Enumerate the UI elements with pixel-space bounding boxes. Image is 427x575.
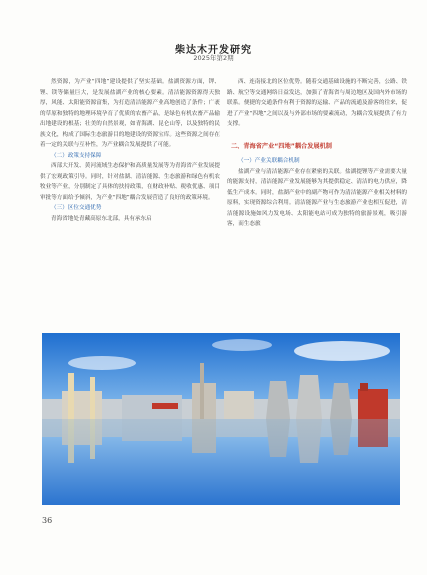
page-number: 36 (42, 516, 53, 525)
paragraph: 西部大开发、黄河流域生态保护和高质量发展等为青海省产业发展提供了宏观政策引导。同时，针对盐湖、清洁能源、生态旅游和绿色有机农牧业等产业，分别制定了具体的扶持政策，在财政补贴、税收优惠、项目审批等方面给予倾斜，为产业“四地”耦合发展营造了良好的政策环境。 (40, 163, 220, 201)
industrial-lake-photo (42, 333, 400, 505)
paragraph: 盐湖产业与清洁能源产业存在紧密的关联。盐湖提锂等产业需要大量的能源支持，清洁能源产业发展能够为其提供稳定、清洁的电力供应，降低生产成本。同时，盐湖产业中的副产物可作为清洁能源产业相关材料的原料，实现资源综合利用。清洁能源产业与生态旅游产业也相互促进，清洁能源设施如风力发电场、太阳能电站可成为独特的旅游景观，吸引游客，而生态旅 (227, 168, 407, 227)
subsection-heading: （二）政策支持保障 (51, 152, 102, 159)
paragraph: 然资源，为产业“四地”建设提供了坚实基础。盐湖资源方面，钾、锂、镁等储量巨大，是发展盐湖产业的核心要素。清洁能源资源得天独厚，风能、太阳能资源富集，为打造清洁能源产业高地创造了条件；广袤的草原和独特的地理环境孕育了优质的农畜产品，是绿色有机农畜产品输出地建设的根基；壮美的自然景观，如青海湖、昆仑山等，以及独特的民族文化，构成了国际生态旅游目的地建设的资源宝库。这些资源之间存在着一定的关联与互补性，为产业耦合发展提供了可能。 (40, 79, 220, 148)
section-heading: 二、青海省产业“四地”耦合发展机制 (231, 142, 332, 150)
left-column (40, 77, 220, 224)
subsection-heading: （三）区位交通优势 (51, 205, 102, 211)
journal-title: 柴达木开发研究 (175, 45, 252, 56)
paragraph: 青海省地处青藏高原东北部，具有承东启 (51, 215, 152, 222)
issue-number: 2025年第2期 (193, 54, 234, 62)
right-column (227, 77, 407, 230)
subsection-heading: （一）产业关联耦合机制 (238, 158, 300, 164)
paragraph: 西、连南接北的区位优势。随着交通基础设施的不断完善，公路、铁路、航空等交通网络日益发达，加强了青海省与周边地区及国内外市场的联系。便捷的交通条件有利于资源的运输、产品的流通及游客的往来，促进了产业“四地”之间以及与外部市场的要素流动，为耦合发展提供了有力支撑。 (227, 79, 407, 127)
